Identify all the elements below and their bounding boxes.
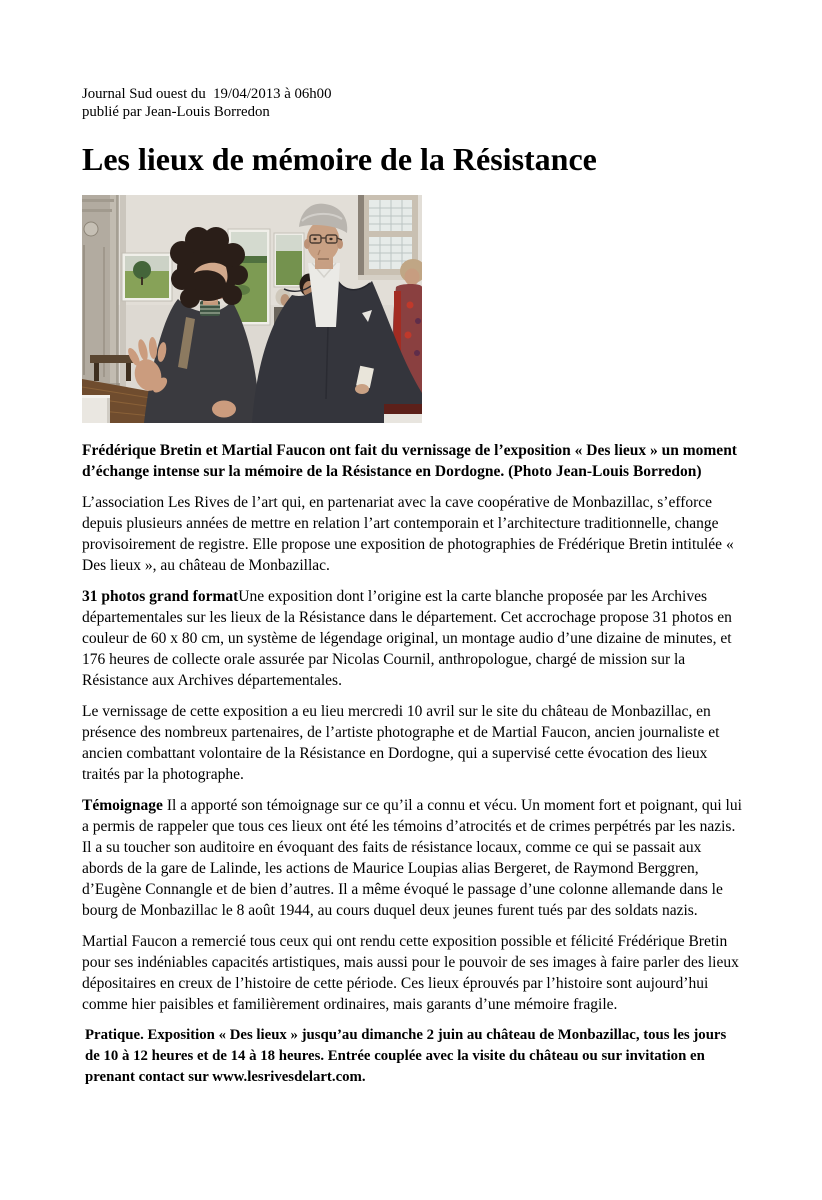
pedestal-right — [384, 404, 422, 423]
practical-info-paragraph — [82, 1025, 744, 1088]
paragraph-2-text: Une exposition dont l’origine est la carte blanche proposée par les Archives départementales sur les lieux de la Résistance dans le département. Cet accrochage propose 31 photos en couleur de 60 x 80 cm, un système de légendage original, un montage audio d’une dizaine de minutes, et 176 heures de collecte orale assurée par Nicolas Cournil, anthropologue, chargé de mission sur la Résistance aux Archives départementales. — [82, 588, 732, 689]
paragraph-4-lead: Témoignage — [82, 797, 163, 814]
paragraph-5 — [82, 931, 744, 1015]
paragraph-2 — [82, 586, 744, 691]
paragraph-3 — [82, 701, 744, 785]
paragraph-1-text: L’association Les Rives de l’art qui, en partenariat avec la cave coopérative de Monbazillac, s’efforce depuis plusieurs années de mettre en relation l’art contemporain et l’architecture traditionnelle, change provisoirement de registre. Elle propose une exposition de photographies de Frédérique Bretin intitulée « Des lieux », au château de Monbazillac. — [82, 494, 734, 574]
paragraph-1 — [82, 492, 744, 576]
framed-landscape-left — [122, 253, 172, 301]
paragraph-2-lead: 31 photos grand format — [82, 588, 239, 605]
paragraph-4-text: Il a apporté son témoignage sur ce qu’il a connu et vécu. Un moment fort et poignant, qui lui a permis de rappeler que tous ces lieux ont été les témoins d’atrocités et de crimes perpétrés par les nazis. Il a su toucher son auditoire en évoquant des faits de résistance locaux, comme ce qui se passait aux abords de la gare de Lalinde, les actions de Maurice Loupias alias Bergeret, de Raymond Berggren, d’Eugène Connangle et de bien d’autres. Il a même évoqué le passage d’une colonne allemande dans le bourg de Monbazillac le 8 août 1944, au cours duquel deux jeunes furent tués par des soldats nazis. — [82, 797, 742, 919]
paragraph-5-text: Martial Faucon a remercié tous ceux qui ont rendu cette exposition possible et félicité Frédérique Bretin pour ses indéniables capacités artistiques, mais aussi pour le pouvoir de ses images à faire parler des lieux dépositaires en creux de l’histoire de cette période. Ces lieux éprouvés par l’histoire sont aujourd’hui comme hier paisibles et familièrement ordinaires, mais garants d’une mémoire fragile. — [82, 933, 739, 1013]
header-byline: publié par Jean-Louis Borredon — [82, 104, 270, 120]
article-title: Les lieux de mémoire de la Résistance — [82, 141, 597, 177]
white-pedestal-left — [82, 395, 110, 423]
vernissage-photo-illustration — [82, 195, 422, 423]
header-source-line: Journal Sud ouest du 19/04/2013 à 06h00 — [82, 86, 332, 102]
second-hand — [212, 401, 236, 418]
paragraph-3-text: Le vernissage de cette exposition a eu lieu mercredi 10 avril sur le site du château de Monbazillac, en présence des nombreux partenaires, de l’artiste photographe et de Martial Faucon, ancien journaliste et ancien combattant volontaire de la Résistance en Dordogne, qui a supervisé cette évocation des lieux traités par la photographe. — [82, 703, 720, 783]
practical-info-text: Pratique. Exposition « Des lieux » jusqu’au dimanche 2 juin au château de Monbazillac, tous les jours de 10 à 12 heures et de 14 à 18 heures. Entrée couplée avec la visite du château ou sur invitation en prenant contact sur www.lesrivesdelart.com. — [85, 1027, 727, 1085]
photo-caption: Frédérique Bretin et Martial Faucon ont fait du vernissage de l’exposition « Des lieux » un moment d’échange intense sur la mémoire de la Résistance en Dordogne. (Photo Jean-Louis Borredon) — [82, 442, 737, 480]
paragraph-4 — [82, 795, 744, 921]
article-photo — [82, 195, 422, 423]
